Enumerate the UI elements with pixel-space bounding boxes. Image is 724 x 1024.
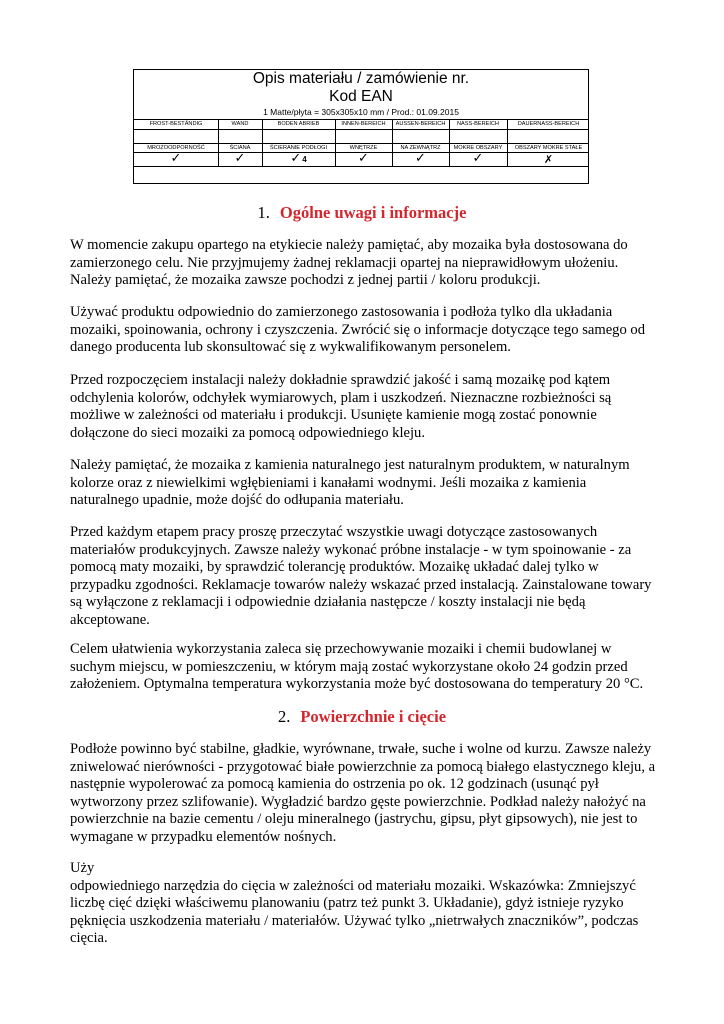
table-divider [134,129,588,130]
header-subtitle: 1 Matte/płyta = 305x305x10 mm / Prod.: 01.09.2015 [263,107,459,117]
column-header-pl: OBSZARY MOKRE STAŁE [514,145,583,151]
paragraph: Przed rozpoczęciem instalacji należy dokładnie sprawdzić jakość i samą mozaikę pod kątem odchylenia kolorów, odchyłek wymiarowych, plam i uszkodzeń. Nieznaczne rozbieżności są możliwe w zależności od materiału i produkcji. Usunięte kamienie mogą zostać ponownie dołączone do sieci mozaiki za pomocą odpowiedniego kleju. [70,372,612,441]
section-heading [0,707,724,727]
column-header-de: FROST-BESTÄNDIG [149,121,203,127]
section-title: Ogólne uwagi i informacje [279,203,467,222]
abrasion-level: 4 [302,155,307,164]
abrasion-rating [262,152,335,167]
paragraph: W momencie zakupu opartego na etykiecie należy pamiętać, aby mozaika była dostosowana do zamierzonego celu. Nie przyjmujemy żadnej reklamacji opartej na nieprawidłowym ułożeniu. Należy pamiętać, że mozaika zawsze pochodzi z jednej partii / koloru produkcji. [70,237,628,289]
paragraph: Używać produktu odpowiednio do zamierzonego zastosowania i podłoża tylko dla układania mozaiki, spoinowania, ochrony i czyszczenia. Zwrócić się o informacje dotyczące tego samego od danego producenta lub skonsultować się z wykwalifikowanym personelem. [70,304,646,356]
paragraph: Należy pamiętać, że mozaika z kamienia naturalnego jest naturalnym produktem, w naturalnym kolorze oraz z niewielkimi wgłębieniami i kanałami wodnymi. Jeśli mozaika z kamienia naturalnego upadnie, może dojść do odłupania materiału. [70,457,630,509]
section-heading [0,203,724,223]
paragraph: Celem ułatwienia wykorzystania zaleca się przechowywanie mozaiki i chemii budowlanej w suchym miejscu, w pomieszczeniu, w którym mają zostać wykorzystane około 24 godzin przed założeniem. Optymalna temperatura wykorzystania może być dostosowana do temperatury 20 °C. [70,641,644,693]
column-header-de: INNEN-BEREICH [341,121,386,127]
paragraph: Podłoże powinno być stabilne, gładkie, wyrównane, trwałe, suche i wolne od kurzu. Zawsze należy zniwelować nierówności - przygotować białe powierzchnie za pomocą białego elastycznego kleju, a następnie wypolerować za pomocą kamienia do ostrzenia po ok. 12 godzinach (usunąć pył wytworzony przez szlifowanie). Wygładzić bardzo gęste powierzchnie. Podkład należy nałożyć na powierzchnie na bazie cementu / oleju mineralnego (jastrychu, gipsu, płyt gipsowych), nie jest to wymagane w przypadku elementów nośnych. [70,741,656,845]
paragraph: Przed każdym etapem pracy proszę przeczytać wszystkie uwagi dotyczące zastosowanych materiałów produkcyjnych. Zawsze należy wykonać próbne instalacje - w tym spoinowanie - za pomocą maty mozaiki, by sprawdzić tolerancję produktów. Mozaikę układać dalej tylko w przypadku zgodności. Reklamacje towarów należy wskazać przed instalacją. Zainstalowane towary są wyłączone z reklamacji i odpowiednie działania następcze / koszty instalacji nie będą akceptowane. [70,524,652,628]
check-icon: ✓ [358,151,369,166]
check-icon: ✓ [234,151,246,166]
column-header-pl: WNĘTRZE [349,145,378,151]
column-header-pl: ŚCIANA [229,145,251,151]
column-header-de: DAUERNASS-BEREICH [517,121,580,127]
check-icon: ✓ [170,151,182,166]
section-number: 2. [277,707,291,726]
cross-icon: ✗ [543,153,554,166]
ean-code-label: Kod EAN [329,88,393,105]
column-header-de: AUSSEN-BEREICH [395,121,446,127]
column-header-pl: MROZOODPORNOŚĆ [147,145,205,151]
column-header-de: NASS-BEREICH [457,121,499,127]
paragraph: Uży odpowiedniego narzędzia do cięcia w zależności od materiału mozaiki. Wskazówka: Zmniejszyć liczbę cięć dzięki właściwemu planowaniu (patrz też punkt 3. Układanie), gdyż istnieje ryzyko pęknięcia uszkodzenia materiału / materiałów. Używać tylko „nietrwałych znaczników”, podczas cięcia. [70,860,639,947]
header-title: Opis materiału / zamówienie nr. [252,70,470,87]
check-icon: ✓ [472,151,484,166]
header-table [133,69,589,184]
column-header-de: WAND [231,121,249,127]
column-header-de: BODEN ABRIEB [277,121,320,127]
section-title: Powierzchnie i cięcie [300,707,447,726]
check-icon: ✓ [290,151,302,166]
column-header-pl: ŚCIERANIE PODŁOGI [269,145,328,151]
section-number: 1. [257,203,270,222]
column-header-pl: NA ZEWNĄTRZ [400,145,441,151]
column-header-pl: MOKRE OBSZARY [453,145,503,151]
check-icon: ✓ [415,151,426,166]
